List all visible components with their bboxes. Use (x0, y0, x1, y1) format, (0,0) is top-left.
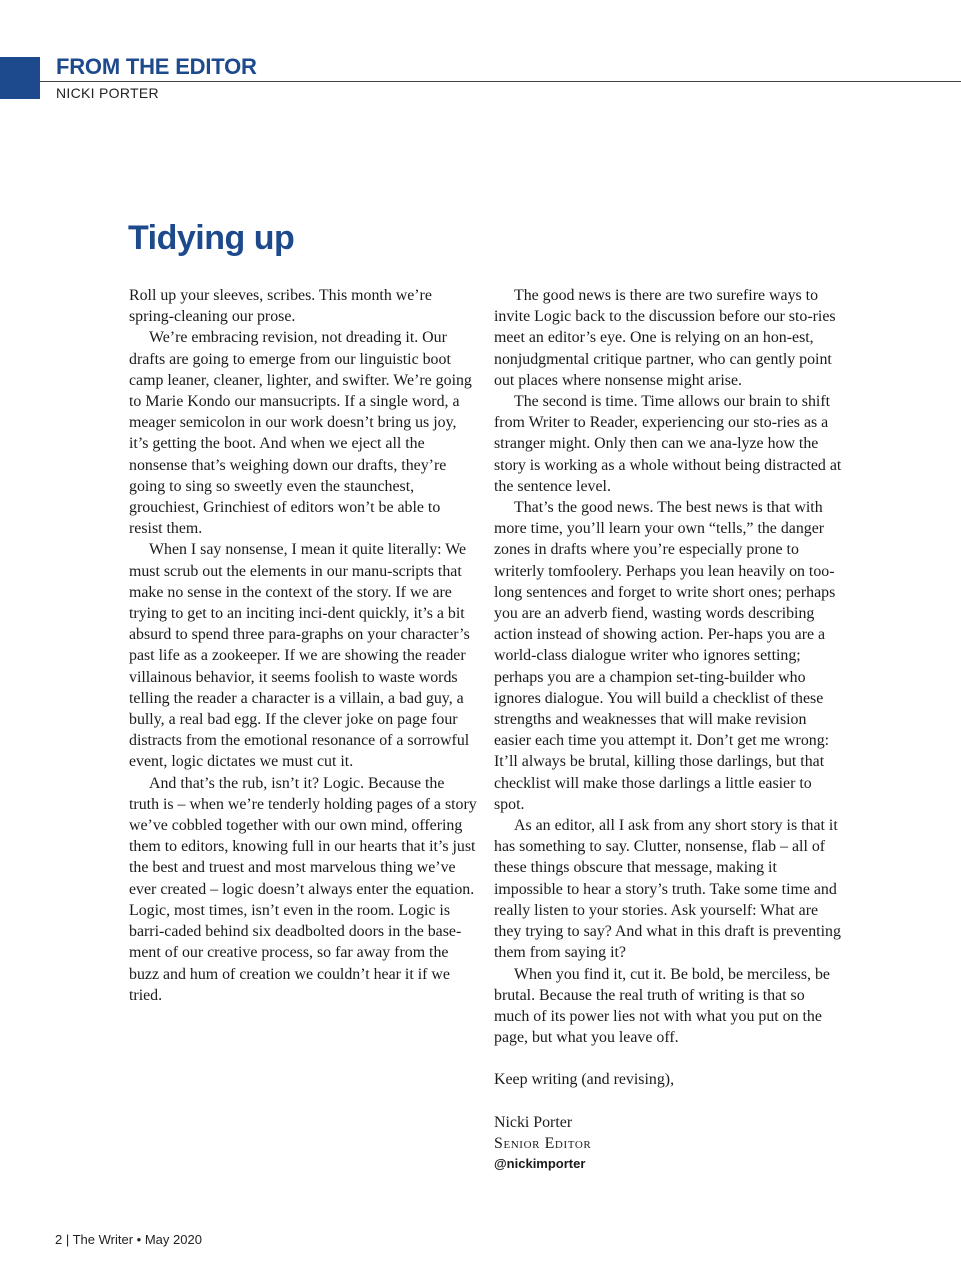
paragraph: The good news is there are two surefire ways to invite Logic back to the discussion before our sto-ries meet an editor’s eye. One is relying on an hon-est, nonjudgmental critique partner, who can gently point out places where nonsense might arise. (494, 287, 836, 389)
footer-separator: | (62, 1232, 73, 1247)
footer-bullet: • (133, 1232, 145, 1247)
signature-handle: @nickimporter (494, 1155, 586, 1171)
section-label: FROM THE EDITOR (56, 54, 257, 79)
article-left-column (129, 285, 477, 1006)
article-right-column (494, 285, 842, 1174)
paragraph: That’s the good news. The best news is that with more time, you’ll learn your own “tells,” the danger zones in drafts where you’re especially prone to writerly tomfoolery. Perhaps you lean heavily on too-long sentences and forget to write short ones; perhaps you are an adverb fiend, wasting words describing action instead of showing action. Per-haps you are a world-class dialogue writer who ignores setting; perhaps you are a champion set-ting-builder who ignores dialogue. You will build a checklist of these strengths and weaknesses that will make revision easier each time you attempt it. Don’t get me wrong: It’ll always be brutal, killing those darlings, but that checklist will make those darlings a little easier to spot. (494, 499, 836, 813)
closing-line: Keep writing (and revising), (494, 1071, 675, 1089)
signature-name: Nicki Porter (494, 1113, 573, 1131)
paragraph: The second is time. Time allows our brain to shift from Writer to Reader, experiencing our sto-ries as a stranger might. Only then can we ana-lyze how the story is working as a whole without being distracted at the sentence level. (494, 393, 842, 495)
paragraph: As an editor, all I ask from any short story is that it has something to say. Clutter, nonsense, flab – all of these things obscure that message, making it impossible to hear a story’s truth. Take some time and really listen to your stories. Ask yourself: What are they trying to say? And what in this draft is preventing them from saying it? (494, 817, 841, 962)
signature-role: Senior Editor (494, 1134, 592, 1152)
header-rule (40, 81, 961, 82)
paragraph: And that’s the rub, isn’t it? Logic. Because the truth is – when we’re tenderly holding pages of a story we’ve cobbled together with our own mind, offering them to editors, knowing full in our hearts that it’s just the best and truest and most marvelous thing we’ve ever created – logic doesn’t always enter the equation. Logic, most times, isn’t even in the room. Logic is barri-caded behind six deadbolted doors in the base-ment of our creative process, so far away from the buzz and hum of creation we couldn’t hear it if we tried. (129, 774, 477, 1004)
paragraph: When I say nonsense, I mean it quite literally: We must scrub out the elements in our manu-scripts that make no sense in the context of the story. If we are trying to get to an inciting inci-dent quickly, it’s a bit absurd to spend three para-graphs on your character’s past life as a zookeeper. If we are showing the reader villainous behavior, it seems foolish to waste words telling the reader a character is a villain, a bad guy, a bully, a real bad egg. If the clever joke on page four distracts from the emotional resonance of a sorrowful event, logic dictates we must cut it. (129, 541, 470, 771)
publication-name: The Writer (72, 1232, 134, 1247)
page-number: 2 (55, 1232, 63, 1247)
issue-date: May 2020 (144, 1232, 202, 1247)
paragraph: Roll up your sleeves, scribes. This month we’re spring-cleaning our prose. (129, 287, 432, 326)
paragraph: When you find it, cut it. Be bold, be merciless, be brutal. Because the real truth of writing is that so much of its power lies not with what you put on the page, but what you leave off. (494, 965, 830, 1047)
author-label: NICKI PORTER (56, 85, 159, 101)
paragraph: We’re embracing revision, not dreading it. Our drafts are going to emerge from our linguistic boot camp leaner, cleaner, lighter, and swifter. We’re going to Marie Kondo our mansucripts. If a single word, a meager semicolon in our work doesn’t bring us joy, it’s getting the boot. And when we eject all the nonsense that’s weighing down our drafts, they’re going to sing so sweetly even the staunchest, grouchiest, Grinchiest of editors won’t be able to resist them. (129, 329, 472, 538)
page-footer (55, 1232, 202, 1247)
header-color-block (0, 57, 40, 99)
article-title: Tidying up (128, 219, 295, 257)
